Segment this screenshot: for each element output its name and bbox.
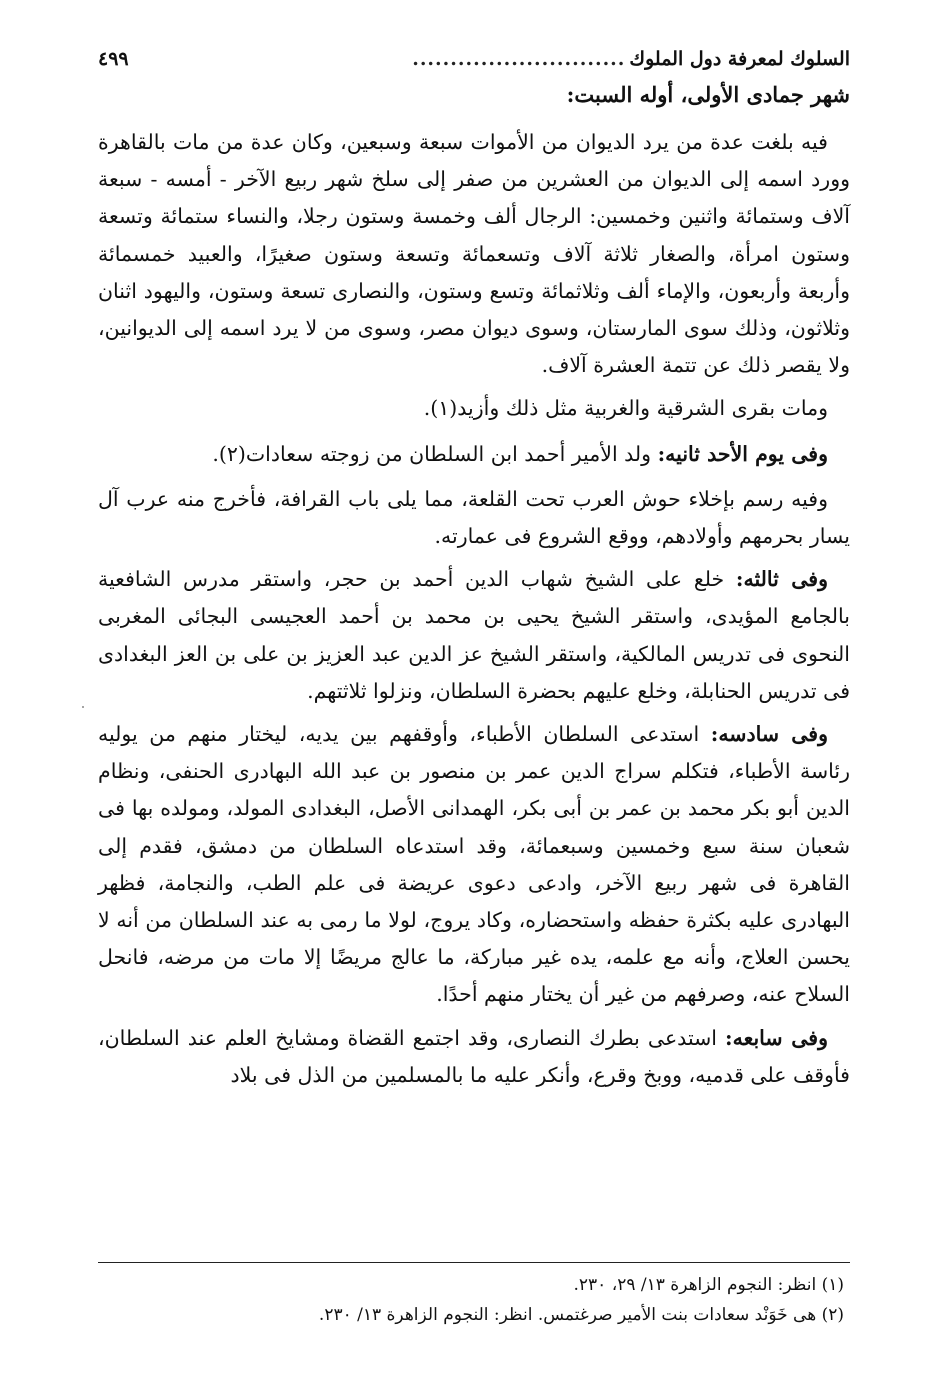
paragraph-2	[98, 390, 850, 427]
paragraph-text: خلع على الشيخ شهاب الدين أحمد بن حجر، واستقر مدرس الشافعية بالجامع المؤيدى، واستقر الشيخ يحيى بن محمد بن أحمد العجيسى البجائى المغربى النحوى فى تدريس المالكية، واستقر الشيخ عز الدين عبد العزيز بن على بن العز البغدادى فى تدريس الحنابلة، وخلع عليهم بحضرة السلطان، ونزلوا ثلاثتهم.	[98, 567, 850, 703]
paragraph-text: وفيه رسم بإخلاء حوش العرب تحت القلعة، مما يلى باب القرافة، فأخرج منه عرب آل يسار بحرمهم وأولادهم، ووقع الشروع فى عمارته.	[98, 486, 850, 549]
paragraph-lead: وفى سابعه:	[725, 1025, 829, 1050]
running-head	[98, 42, 850, 76]
paragraph-4	[98, 481, 850, 555]
paragraph-5	[98, 561, 850, 710]
paragraph-7	[98, 1020, 850, 1094]
paragraph-1	[98, 124, 850, 384]
paragraph-text: ومات بقرى الشرقية والغربية مثل ذلك وأزيد(١).	[423, 396, 828, 421]
paragraph-text: فيه بلغت عدة من يرد الديوان من الأموات سبعة وسبعين، وكان عدة من مات بالقاهرة وورد اسمه إلى الديوان من العشرين من صفر إلى سلخ شهر ربيع الآخر - أمسه - سبعة آلاف وستمائة واثنين وخمسين: الرجال ألف وخمسة وستون رجلا، والنساء ستمائة وتسعة وستون امرأة، والصغار ثلاثة آلاف وتسعمائة وتسعة وستون صغيرًا، والعبيد خمسمائة وأربعة وأربعون، والإماء ألف وثلاثمائة وتسع وستون، والنصارى تسعة وستون، واليهود اثنان وثلاثون، وذلك سوى المارستان، وسوى ديوان مصر، وسوى من لا يرد اسمه إلى الديوانين، ولا يقصر ذلك عن تتمة العشرة آلاف.	[98, 130, 850, 378]
footnote-divider	[98, 1262, 850, 1263]
paragraph-text: استدعى بطرك النصارى، وقد اجتمع القضاة ومشايخ العلم عند السلطان، فأوقف على قدميه، ووبخ وقرع، وأنكر عليه ما بالمسلمين من الذل فى بلاد	[98, 1025, 850, 1087]
paragraph-lead: وفى ثالثه:	[735, 567, 828, 592]
footnote-1: (١) انظر: النجوم الزاهرة ١٣/ ٢٩، ٢٣٠.	[573, 1275, 844, 1295]
section-heading: شهر جمادى الأولى، أوله السبت:	[566, 82, 850, 107]
paragraph-lead: وفى سادسه:	[710, 722, 828, 747]
paragraph-6	[98, 716, 850, 1014]
header-leader-dots: ............................	[412, 48, 626, 70]
margin-speck	[82, 706, 84, 708]
paragraph-lead: وفى يوم الأحد ثانيه:	[657, 441, 828, 466]
footnote-2: (٢) هى خَوَنْد سعادات بنت الأمير صرغتمس. انظر: النجوم الزاهرة ١٣/ ٢٣٠.	[318, 1305, 844, 1325]
book-title: السلوك لمعرفة دول الملوك	[629, 48, 850, 70]
footnotes	[98, 1270, 850, 1330]
paragraph-3	[98, 436, 850, 473]
paragraph-text: ولد الأمير أحمد ابن السلطان من زوجته سعادات(٢).	[212, 441, 658, 466]
page-number: ٤٩٩	[98, 48, 129, 70]
paragraph-text: استدعى السلطان الأطباء، وأوقفهم بين يديه، ليختار منهم من يوليه رئاسة الأطباء، فتكلم سراج الدين عمر بن منصور بن عبد الله البهادرى الحنفى، ونظام الدين أبو بكر محمد بن عمر بن أبى بكر، الهمدانى الأصل، البغدادى المولد، ومولده بها فى شعبان سنة سبع وخمسين وسبعمائة، وقد استدعاه السلطان من دمشق، فقدم إلى القاهرة فى شهر ربيع الآخر، وادعى دعوى عريضة فى علم الطب، والنجامة، فظهر البهادرى عليه بكثرة حفظه واستحضاره، وكاد يروج، لولا ما رمى به عند السلطان من أنه لا يحسن العلاج، وأنه مع علمه، يده غير مباركة، ما عالج مريضًا إلا مات من مرضه، فانحل السلاح عنه، وصرفهم من غير أن يختار منهم أحدًا.	[98, 722, 850, 1007]
